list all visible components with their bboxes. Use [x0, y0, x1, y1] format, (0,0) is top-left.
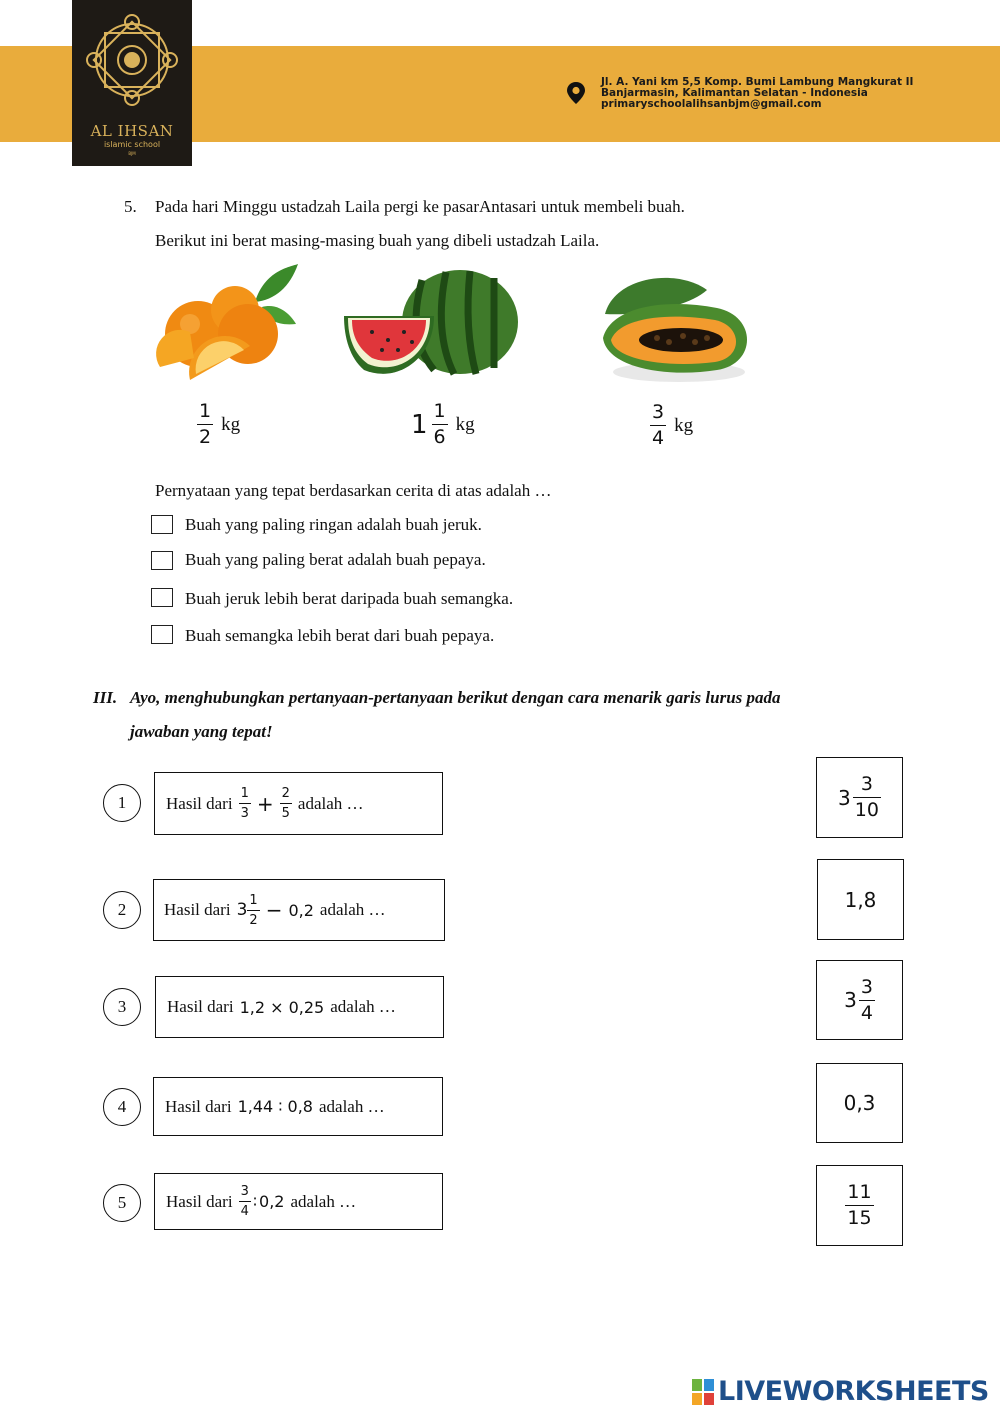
watermelon-weight: [411, 402, 475, 447]
fraction: $\frac{2}{5}$: [281, 786, 290, 821]
question-suffix: adalah …: [319, 900, 386, 919]
liveworksheets-logo: [692, 1376, 989, 1407]
expression: 1,2 × 0,25: [239, 997, 325, 1017]
question-number: 5.: [124, 197, 137, 216]
answer-value: 1,8: [844, 887, 877, 912]
fraction: $\frac{1}{6}$: [433, 400, 446, 448]
fraction: $\frac{3}{10}$: [854, 773, 879, 821]
option-checkbox[interactable]: [151, 551, 173, 570]
question-text: Pada hari Minggu ustadzah Laila pergi ke pasarAntasari untuk membeli buah.: [155, 197, 685, 216]
fraction: $\frac{1}{2}$: [199, 400, 212, 448]
question-prefix: Hasil dari: [166, 1191, 233, 1211]
answer-value: 0,3: [843, 1091, 876, 1115]
section-instruction: Ayo, menghubungkan pertanyaan-pertanyaan berikut dengan cara menarik garis lurus pada: [130, 688, 781, 707]
papaya-image: [597, 268, 757, 384]
operator: ∶: [252, 1192, 258, 1211]
question-number-circle[interactable]: 3: [103, 988, 141, 1026]
fraction: $\frac{3}{4}$: [240, 1184, 249, 1219]
answer-box[interactable]: [816, 1165, 903, 1246]
question-prefix: Hasil dari: [166, 793, 233, 813]
brand-blocks-icon: [692, 1379, 714, 1405]
question-box[interactable]: [154, 772, 443, 835]
answer-box[interactable]: [816, 1063, 903, 1143]
address-line: Jl. A. Yani km 5,5 Komp. Bumi Lambung Mangkurat II: [601, 76, 914, 88]
unit-label: kg: [221, 413, 241, 435]
question-box[interactable]: [153, 879, 445, 941]
question-box[interactable]: [153, 1077, 443, 1136]
fraction: $\frac{3}{4}$: [860, 975, 873, 1024]
unit-label: kg: [674, 414, 694, 436]
question-prefix: Hasil dari: [167, 997, 234, 1016]
question-prefix: Hasil dari: [164, 900, 231, 919]
address-line: Banjarmasin, Kalimantan Selatan - Indonesia: [601, 87, 868, 99]
option-checkbox[interactable]: [151, 625, 173, 644]
question-number-circle[interactable]: 4: [103, 1088, 141, 1126]
question-number-circle[interactable]: 5: [103, 1184, 141, 1222]
unit-label: kg: [455, 413, 475, 435]
option-label: Buah yang paling ringan adalah buah jeruk.: [185, 515, 482, 534]
option-label: Buah yang paling berat adalah buah pepaya.: [185, 550, 486, 569]
orange-image: [150, 262, 300, 387]
fraction: $\frac{1}{3}$: [240, 786, 249, 821]
section-number: III.: [93, 688, 118, 707]
question-number-circle[interactable]: 1: [103, 784, 141, 822]
question-box[interactable]: [154, 1173, 443, 1230]
location-pin-icon: [566, 81, 586, 105]
fraction: $\frac{1}{2}$: [249, 892, 258, 928]
question-suffix: adalah …: [297, 793, 364, 813]
option-checkbox[interactable]: [151, 515, 173, 534]
answer-box[interactable]: [816, 757, 903, 838]
operator: +: [256, 791, 274, 816]
whole-number: 3: [844, 988, 857, 1012]
option-label: Buah jeruk lebih berat daripada buah semangka.: [185, 589, 514, 608]
operand: 0,2: [259, 1192, 285, 1211]
school-logo: [72, 0, 192, 166]
address-email: primaryschoolalihsanbjm@gmail.com: [601, 98, 822, 110]
question-suffix: adalah …: [318, 1096, 385, 1116]
option-checkbox[interactable]: [151, 588, 173, 607]
school-address: [601, 77, 913, 110]
papaya-weight: [650, 403, 693, 448]
option-label: Buah semangka lebih berat dari buah pepaya.: [185, 626, 495, 645]
answer-box[interactable]: [817, 859, 904, 940]
question-box[interactable]: [155, 976, 444, 1038]
fraction: $\frac{3}{4}$: [652, 401, 665, 449]
operand: 0,2: [288, 900, 314, 920]
answer-box[interactable]: [816, 960, 903, 1040]
logo-city: BJM: [128, 151, 136, 156]
expression: 1,44 ∶ 0,8: [237, 1097, 313, 1116]
orange-weight: [197, 402, 240, 447]
logo-name: AL IHSAN: [90, 122, 174, 140]
question-text: Berikut ini berat masing-masing buah yang dibeli ustadzah Laila.: [155, 231, 600, 250]
question-suffix: adalah …: [330, 997, 396, 1016]
ornament-icon: [72, 0, 192, 120]
whole-number: 3: [838, 785, 851, 810]
question-prompt: Pernyataan yang tepat berdasarkan cerita di atas adalah …: [155, 481, 552, 500]
whole-number: 1: [411, 409, 428, 440]
fraction: $\frac{11}{15}$: [847, 1181, 872, 1229]
operator: −: [265, 898, 283, 922]
question-prefix: Hasil dari: [165, 1096, 232, 1116]
question-suffix: adalah …: [290, 1191, 357, 1211]
watermelon-image: [342, 266, 522, 388]
question-number-circle[interactable]: 2: [103, 891, 141, 929]
section-instruction: jawaban yang tepat!: [130, 722, 273, 741]
brand-name: LIVEWORKSHEETS: [718, 1376, 989, 1407]
whole-number: 3: [236, 900, 248, 920]
logo-subtitle: islamic school: [103, 140, 161, 149]
